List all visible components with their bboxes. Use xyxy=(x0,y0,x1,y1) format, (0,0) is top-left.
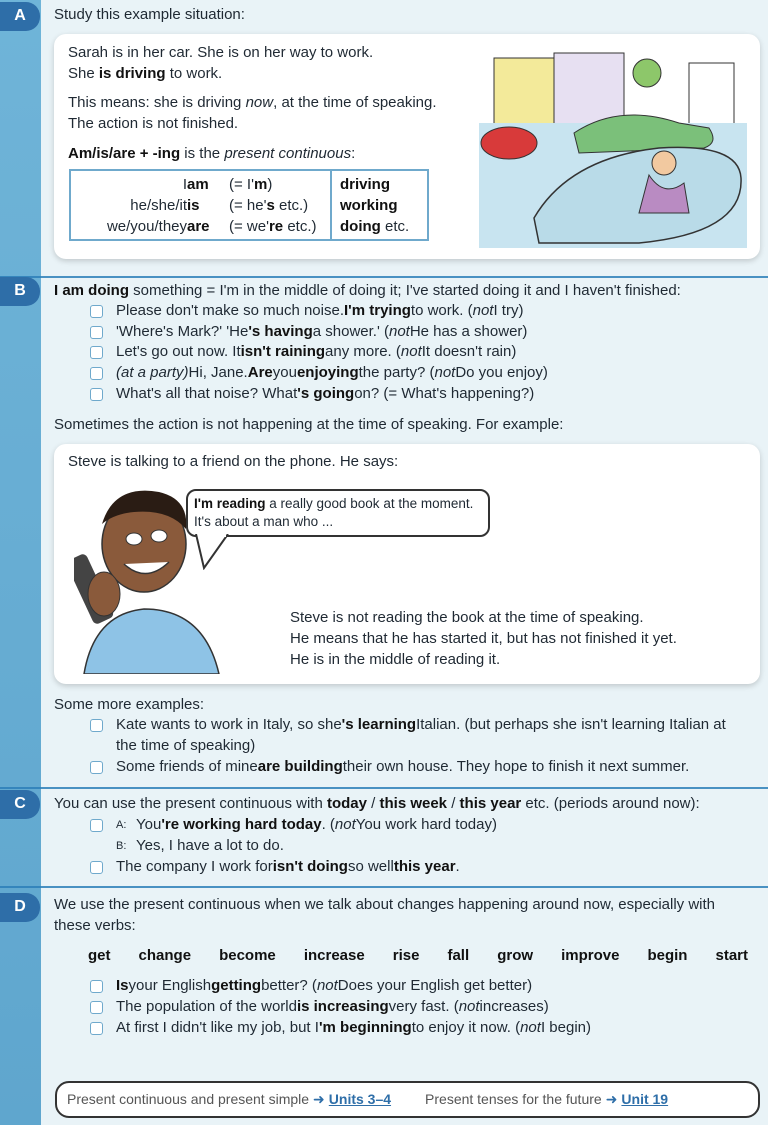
verb-improve: improve xyxy=(561,947,620,964)
arrow-right-icon: ➜ xyxy=(313,1091,325,1108)
section-d-badge: D xyxy=(0,893,40,922)
section-b-divider xyxy=(0,276,768,278)
more-examples-label: Some more examples: xyxy=(54,696,205,713)
section-c-divider xyxy=(0,787,768,789)
footer-text-1: Present continuous and present simple xyxy=(67,1091,310,1108)
units-3-4-link[interactable]: Units 3–4 xyxy=(328,1091,392,1108)
verb-begin: begin xyxy=(647,947,688,964)
footer-text-2: Present tenses for the future xyxy=(425,1091,602,1108)
conj-ing-3: doing etc. xyxy=(340,218,410,235)
steve-expl-2: He means that he has started it, but has not finished it yet. xyxy=(290,630,677,647)
bullet-icon xyxy=(90,326,103,339)
section-c-intro: You can use the present continuous with today / this week / this year etc. (periods around now): xyxy=(54,795,700,812)
steve-intro: Steve is talking to a friend on the phone. He says: xyxy=(68,453,399,470)
bullet-icon xyxy=(90,346,103,359)
formula-line: Am/is/are + -ing is the present continuous: xyxy=(68,145,356,162)
verb-increase: increase xyxy=(303,947,365,964)
sarah-line-1: Sarah is in her car. She is on her way to work. xyxy=(68,44,374,61)
conj-short-2: (= he's etc.) xyxy=(229,197,309,214)
verb-become: become xyxy=(219,947,276,964)
bullet-icon xyxy=(90,861,103,874)
bullet-icon xyxy=(90,367,103,380)
bullet-icon xyxy=(90,719,103,732)
verb-start: start xyxy=(715,947,748,964)
conj-verb-3: are xyxy=(187,218,210,235)
conjugation-table xyxy=(69,169,429,241)
more-example-1-cont: the time of speaking) xyxy=(116,737,256,754)
section-b-definition: I am doing something = I'm in the middle of doing it; I've started doing it and I haven't finished: xyxy=(54,282,681,299)
unit-19-link[interactable]: Unit 19 xyxy=(621,1091,669,1108)
bullet-icon xyxy=(90,1022,103,1035)
section-d-intro-1: We use the present continuous when we talk about changes happening around now, especially with xyxy=(54,896,715,913)
verb-get: get xyxy=(88,947,111,964)
example-b-2: 'Where's Mark?' 'He 's having a shower.' ( not He has a shower) xyxy=(90,322,527,343)
arrow-right-icon: ➜ xyxy=(605,1091,618,1108)
example-b-1: Please don't make so much noise. I'm trying to work. ( not I try) xyxy=(90,301,523,322)
bullet-icon xyxy=(90,305,103,318)
conj-short-1: (= I'm) xyxy=(229,176,273,193)
example-c-2: The company I work for isn't doing so well this year . xyxy=(90,857,460,878)
conj-short-3: (= we're etc.) xyxy=(229,218,317,235)
example-d-2: The population of the world is increasing very fast. ( not increases) xyxy=(90,997,549,1018)
example-c-a: A: You 're working hard today . ( not You work hard today) xyxy=(90,815,497,836)
section-b-badge: B xyxy=(0,277,40,306)
section-d-divider xyxy=(0,886,768,888)
example-b-3: Let's go out now. It isn't raining any more. ( not It doesn't rain) xyxy=(90,342,516,363)
steve-card xyxy=(54,444,760,684)
section-a-badge: A xyxy=(0,2,40,31)
bullet-icon xyxy=(90,761,103,774)
sarah-line-4: The action is not finished. xyxy=(68,115,239,132)
verb-rise: rise xyxy=(392,947,420,964)
section-a-intro: Study this example situation: xyxy=(54,6,245,23)
more-example-2: Some friends of mine are building their own house. They hope to finish it next summer. xyxy=(90,757,689,778)
bullet-icon xyxy=(90,388,103,401)
steve-expl-1: Steve is not reading the book at the time of speaking. xyxy=(290,609,644,626)
conj-verb-1: am xyxy=(187,176,209,193)
section-d-intro-2: these verbs: xyxy=(54,917,136,934)
conj-subject-2: he/she/it xyxy=(130,197,187,214)
car-illustration xyxy=(479,48,747,248)
verb-list xyxy=(88,946,748,967)
bullet-icon xyxy=(90,819,103,832)
steve-expl-3: He is in the middle of reading it. xyxy=(290,651,501,668)
verb-grow: grow xyxy=(497,947,534,964)
conj-subject-3: we/you/they xyxy=(106,218,187,235)
example-c-b: B: Yes, I have a lot to do. xyxy=(116,837,284,854)
bullet-icon xyxy=(90,980,103,993)
example-d-3: At first I didn't like my job, but I 'm beginning to enjoy it now. ( not I begin) xyxy=(90,1018,591,1039)
conj-ing-1: driving xyxy=(340,176,391,193)
sometimes-text: Sometimes the action is not happening at the time of speaking. For example: xyxy=(54,416,564,433)
verb-change: change xyxy=(138,947,192,964)
sarah-line-2: She is driving to work. xyxy=(68,65,223,82)
speech-bubble-tail xyxy=(194,534,234,570)
cross-reference-footer xyxy=(55,1081,760,1118)
example-b-5: What's all that noise? What 's going on? (= What's happening?) xyxy=(90,384,534,405)
verb-fall: fall xyxy=(447,947,470,964)
sarah-line-3: This means: she is driving now, at the time of speaking. xyxy=(68,94,437,111)
conj-subject-1: I xyxy=(182,176,187,193)
side-strip xyxy=(0,0,41,1125)
conj-verb-2: is xyxy=(187,197,200,214)
more-example-1: Kate wants to work in Italy, so she 's learning Italian. (but perhaps she isn't learning Italian at xyxy=(90,715,726,736)
example-d-1: Is your English getting better? ( not Does your English get better) xyxy=(90,976,532,997)
bullet-icon xyxy=(90,1001,103,1014)
example-b-4: (at a party) Hi, Jane. Are you enjoying the party? ( not Do you enjoy) xyxy=(90,363,548,384)
speech-bubble: I'm reading a really good book at the moment. It's about a man who ... xyxy=(186,489,490,537)
conj-ing-2: working xyxy=(340,197,398,214)
section-c-badge: C xyxy=(0,790,40,819)
